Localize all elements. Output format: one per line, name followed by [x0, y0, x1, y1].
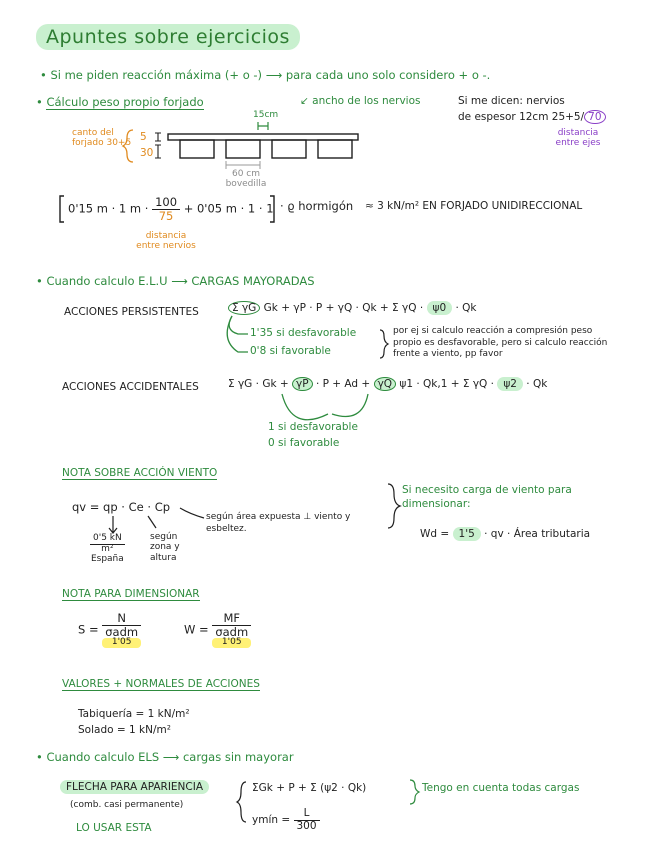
coef-favorable: 0'8 si favorable — [250, 345, 331, 357]
qp-value — [90, 534, 125, 565]
s-label: S = — [78, 622, 99, 637]
qp-fraction — [90, 534, 125, 555]
s-factor: 1'05 — [102, 638, 141, 648]
els-formula: ΣGk + P + Σ (ψ2 · Qk) — [252, 782, 367, 794]
acc-formula-f: · Qk — [526, 378, 548, 390]
valores-heading-text: VALORES + NORMALES DE ACCIONES — [62, 678, 260, 690]
qp-label: España — [90, 553, 124, 564]
flecha-label-text: FLECHA PARA APARIENCIA — [60, 780, 209, 794]
persistent-formula-mid: Gk + γP · P + γQ · Qk + Σ γQ · — [263, 302, 424, 314]
dimensionar-heading-text: NOTA PARA DIMENSIONAR — [62, 588, 200, 600]
solado: Solado = 1 kN/m² — [78, 724, 171, 736]
curved-arrow-icon: ↙ — [300, 95, 313, 107]
qp-den: m² — [101, 543, 114, 554]
arrow-right-icon: ⟶ — [171, 274, 192, 288]
dimensionar-heading — [62, 588, 200, 600]
formula-mid: + 0'05 m · 1 · 1 — [183, 201, 274, 216]
ymin-fraction — [294, 808, 320, 832]
viento-heading — [62, 467, 217, 479]
s-formula — [78, 612, 141, 648]
ymin-num: L — [294, 808, 320, 821]
ymin-label: ymín = — [252, 814, 291, 827]
persistent-formula-end: · Qk — [455, 302, 477, 314]
rib-width: 15cm — [253, 110, 279, 120]
wd-formula — [420, 528, 590, 540]
qp-num: 0'5 kN — [90, 534, 125, 545]
flecha-sub: (comb. casi permanente) — [70, 800, 184, 810]
if-said-line2: de espesor 12cm 25+5/ 70 — [458, 111, 606, 123]
usar-label: LO USAR ESTA — [76, 822, 152, 834]
elu-arrow-text: CARGAS MAYORADAS — [191, 274, 315, 288]
if-said-line1: Si me dicen: nervios — [458, 95, 565, 107]
peso-propio-formula — [68, 196, 274, 222]
formula-end: · ϱ hormigón — [280, 199, 354, 213]
dim-top: 5 — [140, 131, 147, 143]
acc-coef-favorable: 0 si favorable — [268, 437, 340, 449]
s-den: σadm — [105, 624, 139, 639]
reaction-arrow-text: para cada uno solo considero + o -. — [285, 68, 491, 82]
w-fraction — [212, 612, 251, 648]
wd-factor: 1'5 — [453, 527, 481, 541]
acc-formula-a: Σ γG · Gk + — [228, 378, 289, 390]
w-factor: 1'05 — [212, 638, 251, 648]
viento-heading-text: NOTA SOBRE ACCIÓN VIENTO — [62, 467, 218, 479]
accidental-formula — [228, 378, 547, 390]
reaction-text: Si me piden reacción máxima (+ o -) — [50, 68, 263, 82]
persistent-label: ACCIONES PERSISTENTES — [64, 306, 199, 318]
distance-label: distancia entre nervios — [136, 231, 196, 251]
acc-formula-c: · P + Ad + — [315, 378, 371, 390]
persistent-formula — [228, 302, 477, 314]
elu-heading — [36, 274, 315, 288]
wd-formula-a: Wd = — [420, 528, 450, 540]
gamma-q-circle: γQ — [374, 377, 396, 391]
accidental-label: ACCIONES ACCIDENTALES — [62, 381, 199, 393]
s-fraction — [102, 612, 141, 648]
acc-coef-desfavorable: 1 si desfavorable — [268, 421, 358, 433]
frac-num: 100 — [152, 196, 180, 210]
valores-heading — [62, 678, 260, 690]
if-said-text: de espesor 12cm 25+5 — [458, 111, 581, 123]
ce-label: según zona y altura — [150, 532, 180, 563]
coef-desfavorable: 1'35 si desfavorable — [250, 327, 357, 339]
arrow-right-icon: ⟶ — [162, 750, 183, 764]
canto-label: canto del forjado 30+5 — [72, 128, 132, 149]
viento-formula: qv = qp · Ce · Cp — [72, 500, 171, 514]
gamma-g-circle: Σ γG — [228, 301, 260, 315]
els-note: Tengo en cuenta todas cargas — [422, 782, 580, 794]
flecha-label — [60, 781, 209, 793]
frac-den: 75 — [158, 208, 174, 223]
els-arrow-text: cargas sin mayorar — [182, 750, 294, 764]
w-den: σadm — [215, 624, 249, 639]
viento-right-note: Si necesito carga de viento para dimensionar: — [402, 484, 572, 510]
ymin-formula — [252, 808, 320, 832]
wd-formula-b: · qv · Área tributaria — [484, 528, 591, 540]
elu-note: por ej si calculo reacción a compresión peso propio es desfavorable, pero si calculo reacción frente a viento, pp favor — [393, 326, 608, 360]
psi2-highlight: ψ2 — [497, 377, 523, 391]
w-formula — [184, 612, 251, 648]
page-title: Apuntes sobre ejercicios — [36, 24, 300, 50]
ymin-den: 300 — [296, 819, 317, 832]
w-num: MF — [212, 612, 251, 626]
acc-formula-e: ψ1 · Qk,1 + Σ γQ · — [399, 378, 494, 390]
elu-heading-text: Cuando calculo E.L.U — [46, 274, 168, 288]
spacing-label: distancia entre ejes — [555, 128, 601, 148]
w-label: W = — [184, 622, 209, 637]
formula-fraction — [152, 196, 180, 222]
cp-label: según área expuesta ⊥ viento y esbeltez. — [206, 512, 351, 534]
peso-propio-heading-text: Cálculo peso propio forjado — [46, 95, 204, 109]
spacing-value: 70 — [584, 110, 605, 124]
psi0-highlight: ψ0 — [427, 301, 453, 315]
bovedilla-label: 60 cm bovedilla — [225, 169, 267, 189]
formula-start: 0'15 m · 1 m · — [68, 201, 149, 216]
dim-bottom: 30 — [140, 147, 154, 159]
els-heading-text: Cuando calculo ELS — [46, 750, 160, 764]
tabiqueria: Tabiquería = 1 kN/m² — [78, 708, 190, 720]
s-num: N — [102, 612, 141, 626]
ribs-label-text: ancho de los nervios — [312, 95, 421, 107]
arrow-right-icon: ⟶ — [265, 68, 286, 82]
gamma-p-circle: γP — [292, 377, 313, 391]
formula-result: ≈ 3 kN/m² EN FORJADO UNIDIRECCIONAL — [365, 200, 583, 212]
els-heading — [36, 750, 294, 764]
